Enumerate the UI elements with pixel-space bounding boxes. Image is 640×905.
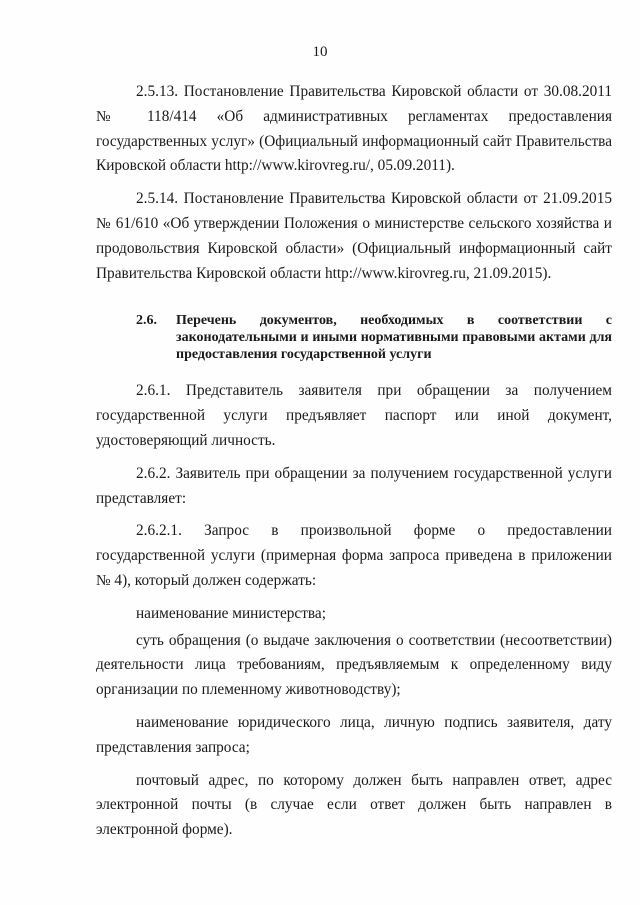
list-item-legal-entity: наименование юридического лица, личную подпись заявителя, дату представления запроса; — [96, 713, 612, 756]
section-number: 2.6. — [136, 313, 157, 329]
paragraph-2-5-14: 2.5.14. Постановление Правительства Кировской области от 21.09.2015 № 61/610 «Об утверждении Положения о министерстве сельского хозяйства и продовольствия Кировской области» (Официальный информационный сайт Правительства Кировской области http://www.kirovreg.ru, 21.09.2015). — [96, 190, 612, 282]
section-heading — [96, 312, 612, 363]
list-item-ministry-name: наименование министерства; — [136, 604, 326, 622]
paragraph-2-6-1: 2.6.1. Представитель заявителя при обращении за получением государственной услуги предъявляет паспорт или иной документ, удостоверяющий личность. — [96, 382, 612, 449]
paragraph-2-6-2-1: 2.6.2.1. Запрос в произвольной форме о предоставлении государственной услуги (примерная форма запроса приведена в приложении № 4), который должен содержать: — [96, 522, 612, 589]
document-body — [96, 80, 612, 851]
paragraph-2-6-2: 2.6.2. Заявитель при обращении за получением государственной услуги представляет: — [96, 464, 612, 507]
list-item-request-essence: суть обращения (о выдаче заключения о соответствии (несоответствии) деятельности лица требованиям, предъявляемым к определенному виду организации по племенному животноводству); — [96, 631, 612, 699]
section-title: Перечень документов, необходимых в соответствии с законодательными и иными нормативными правовыми актами для предоставления государственной услуги — [176, 313, 612, 363]
paragraph-2-5-13: 2.5.13. Постановление Правительства Кировской области от 30.08.2011 № 118/414 «Об административных регламентах предоставления государственных услуг» (Официальный информационный сайт Правительства Кировской области http://www.kirovreg.ru/, 05.09.2011). — [96, 83, 612, 175]
page-number: 10 — [312, 44, 328, 60]
list-item-postal-address: почтовый адрес, по которому должен быть направлен ответ, адрес электронной почты (в случае если ответ должен быть направлен в электронной форме). — [96, 771, 612, 839]
